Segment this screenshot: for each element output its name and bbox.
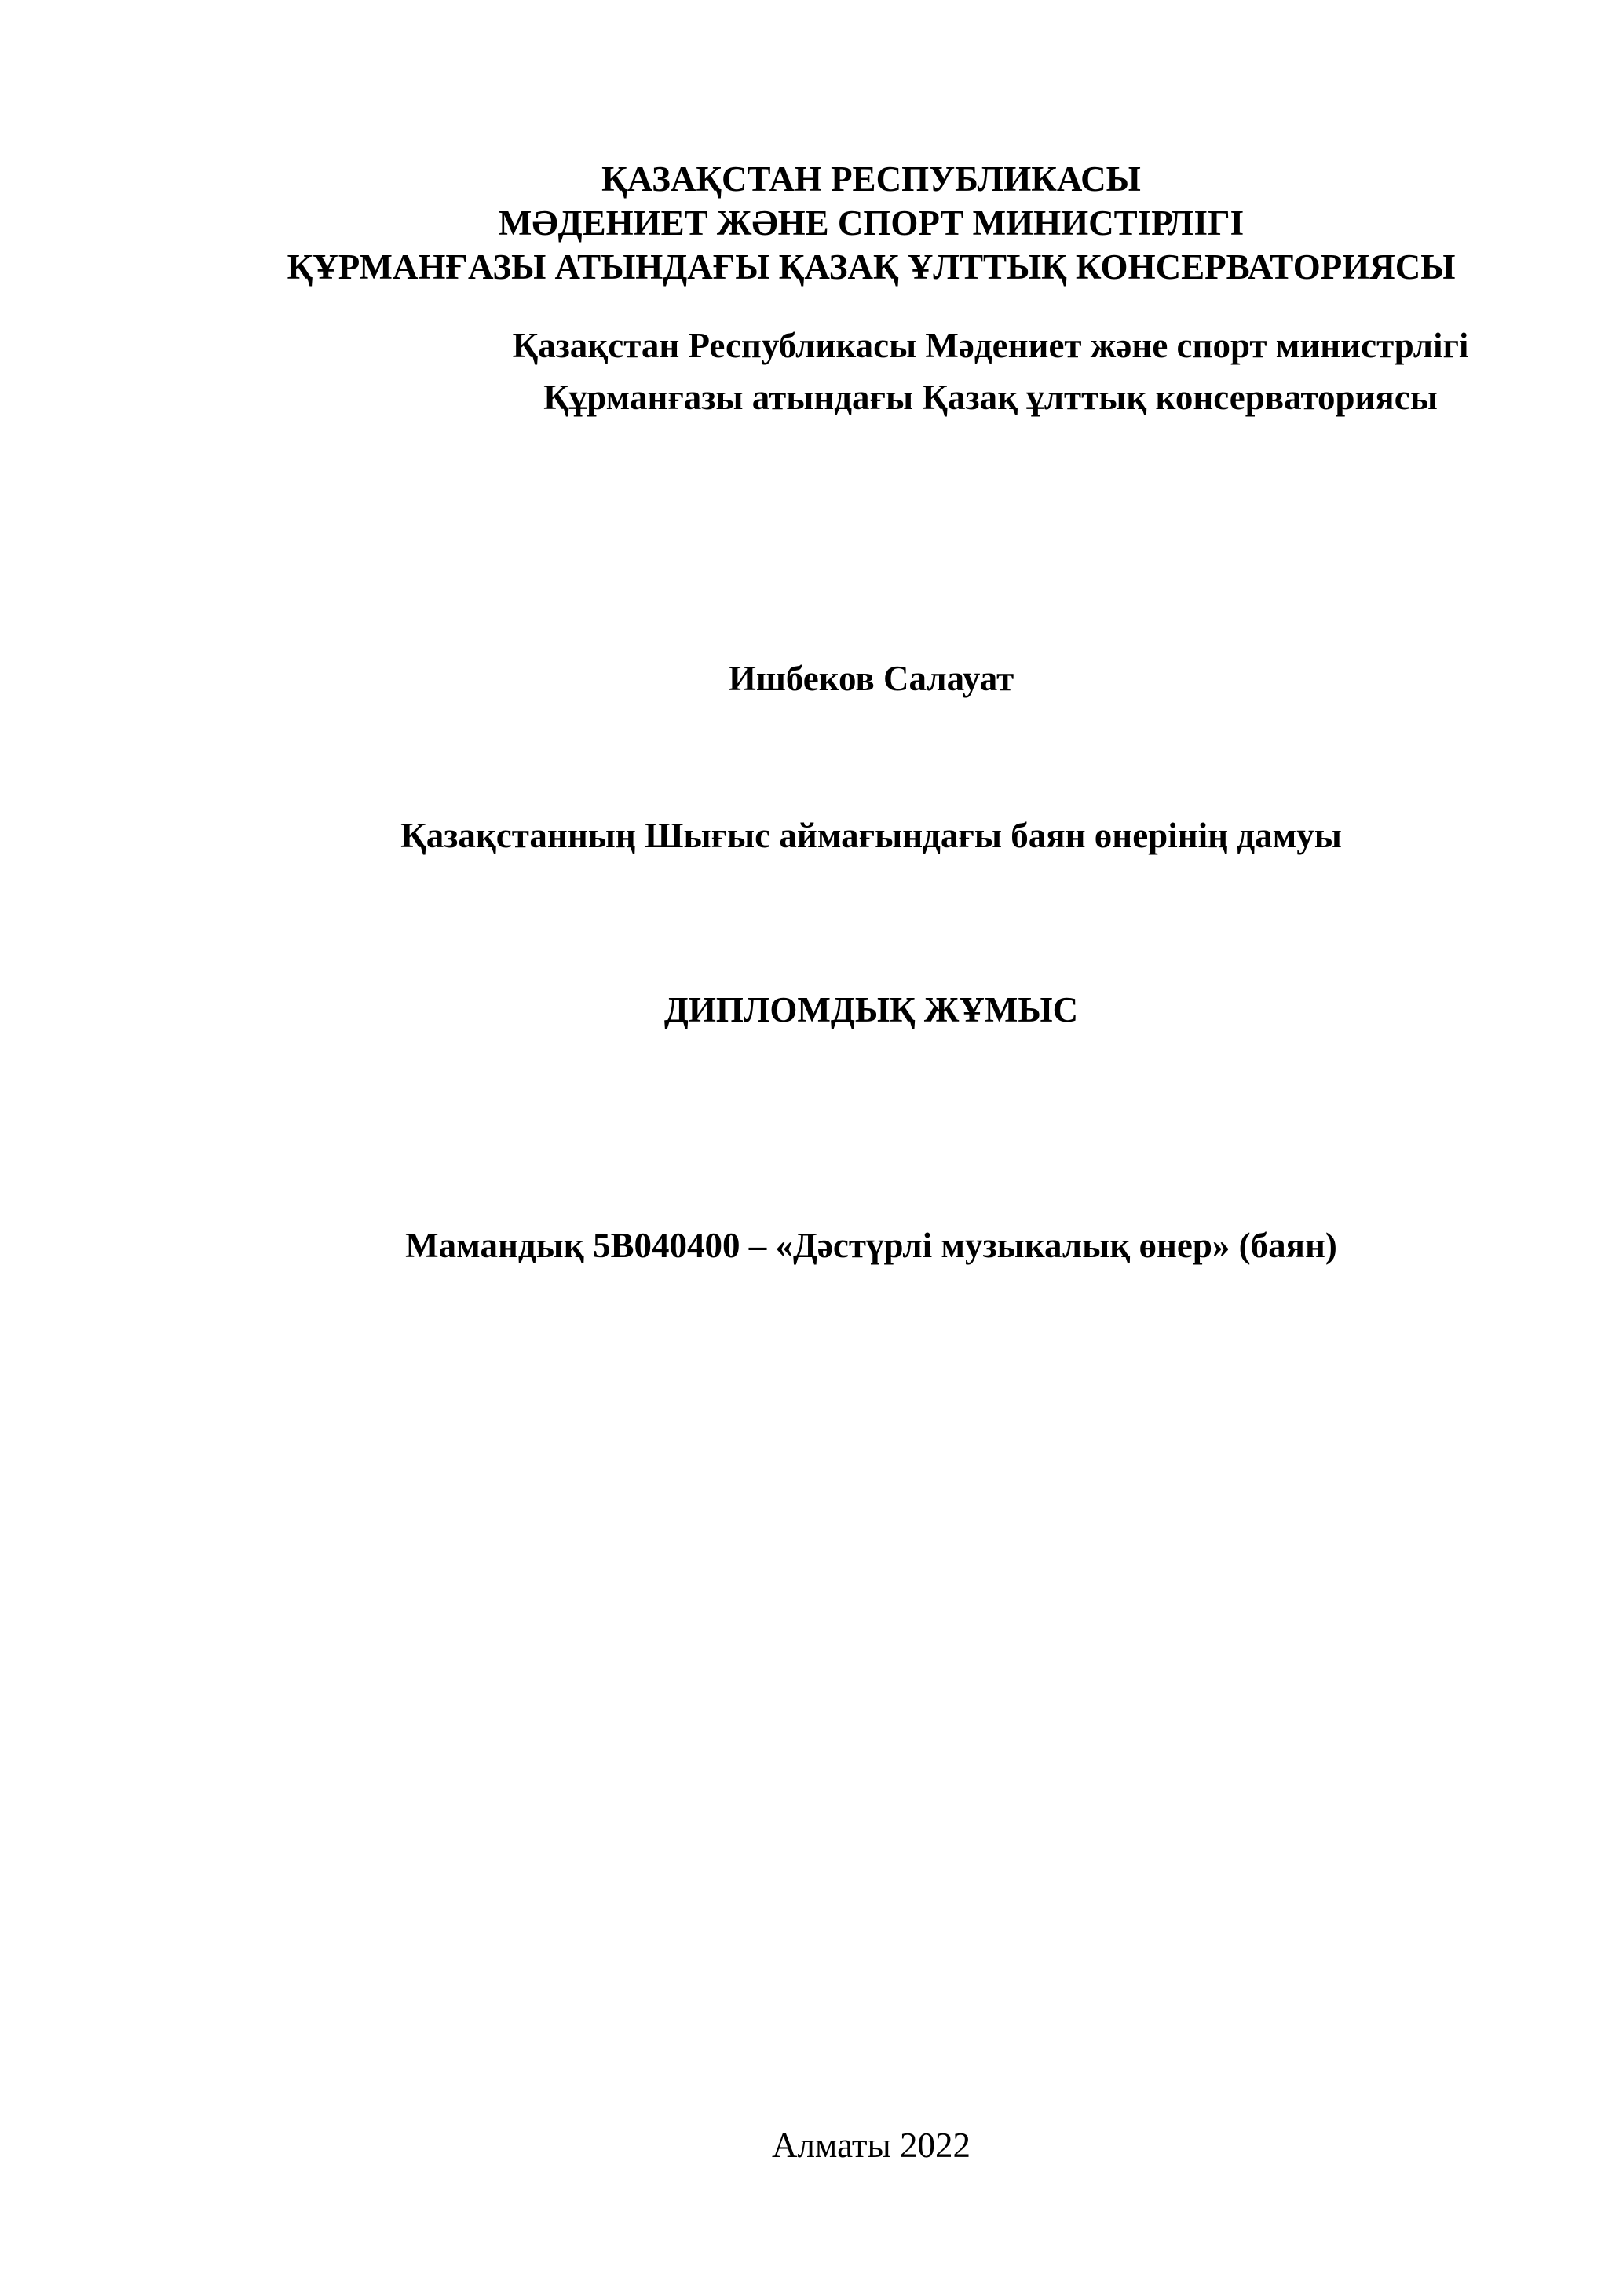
city-year: Алматы 2022 [771,2126,971,2165]
header-ministry-lowercase: Қазақстан Республикасы Мәдениет және спорт министрлігі [512,326,1469,365]
specialty: Мамандық 5В040400 – «Дәстүрлі музыкалық өнер» (баян) [405,1226,1337,1265]
header-country: ҚАЗАҚСТАН РЕСПУБЛИКАСЫ [601,159,1141,199]
header-conservatory: ҚҰРМАНҒАЗЫ АТЫНДАҒЫ ҚАЗАҚ ҰЛТТЫҚ КОНСЕРВАТОРИЯСЫ [287,247,1456,287]
header-conservatory-lowercase: Құрманғазы атындағы Қазақ ұлттық консерваториясы [543,378,1438,417]
header-ministry: МӘДЕНИЕТ ЖӘНЕ СПОРТ МИНИСТІРЛІГІ [498,203,1245,243]
thesis-topic: Қазақстанның Шығыс аймағындағы баян өнерінің дамуы [400,816,1342,855]
document-type: ДИПЛОМДЫҚ ЖҰМЫС [663,990,1079,1029]
author-name: Ишбеков Салауат [728,659,1014,698]
